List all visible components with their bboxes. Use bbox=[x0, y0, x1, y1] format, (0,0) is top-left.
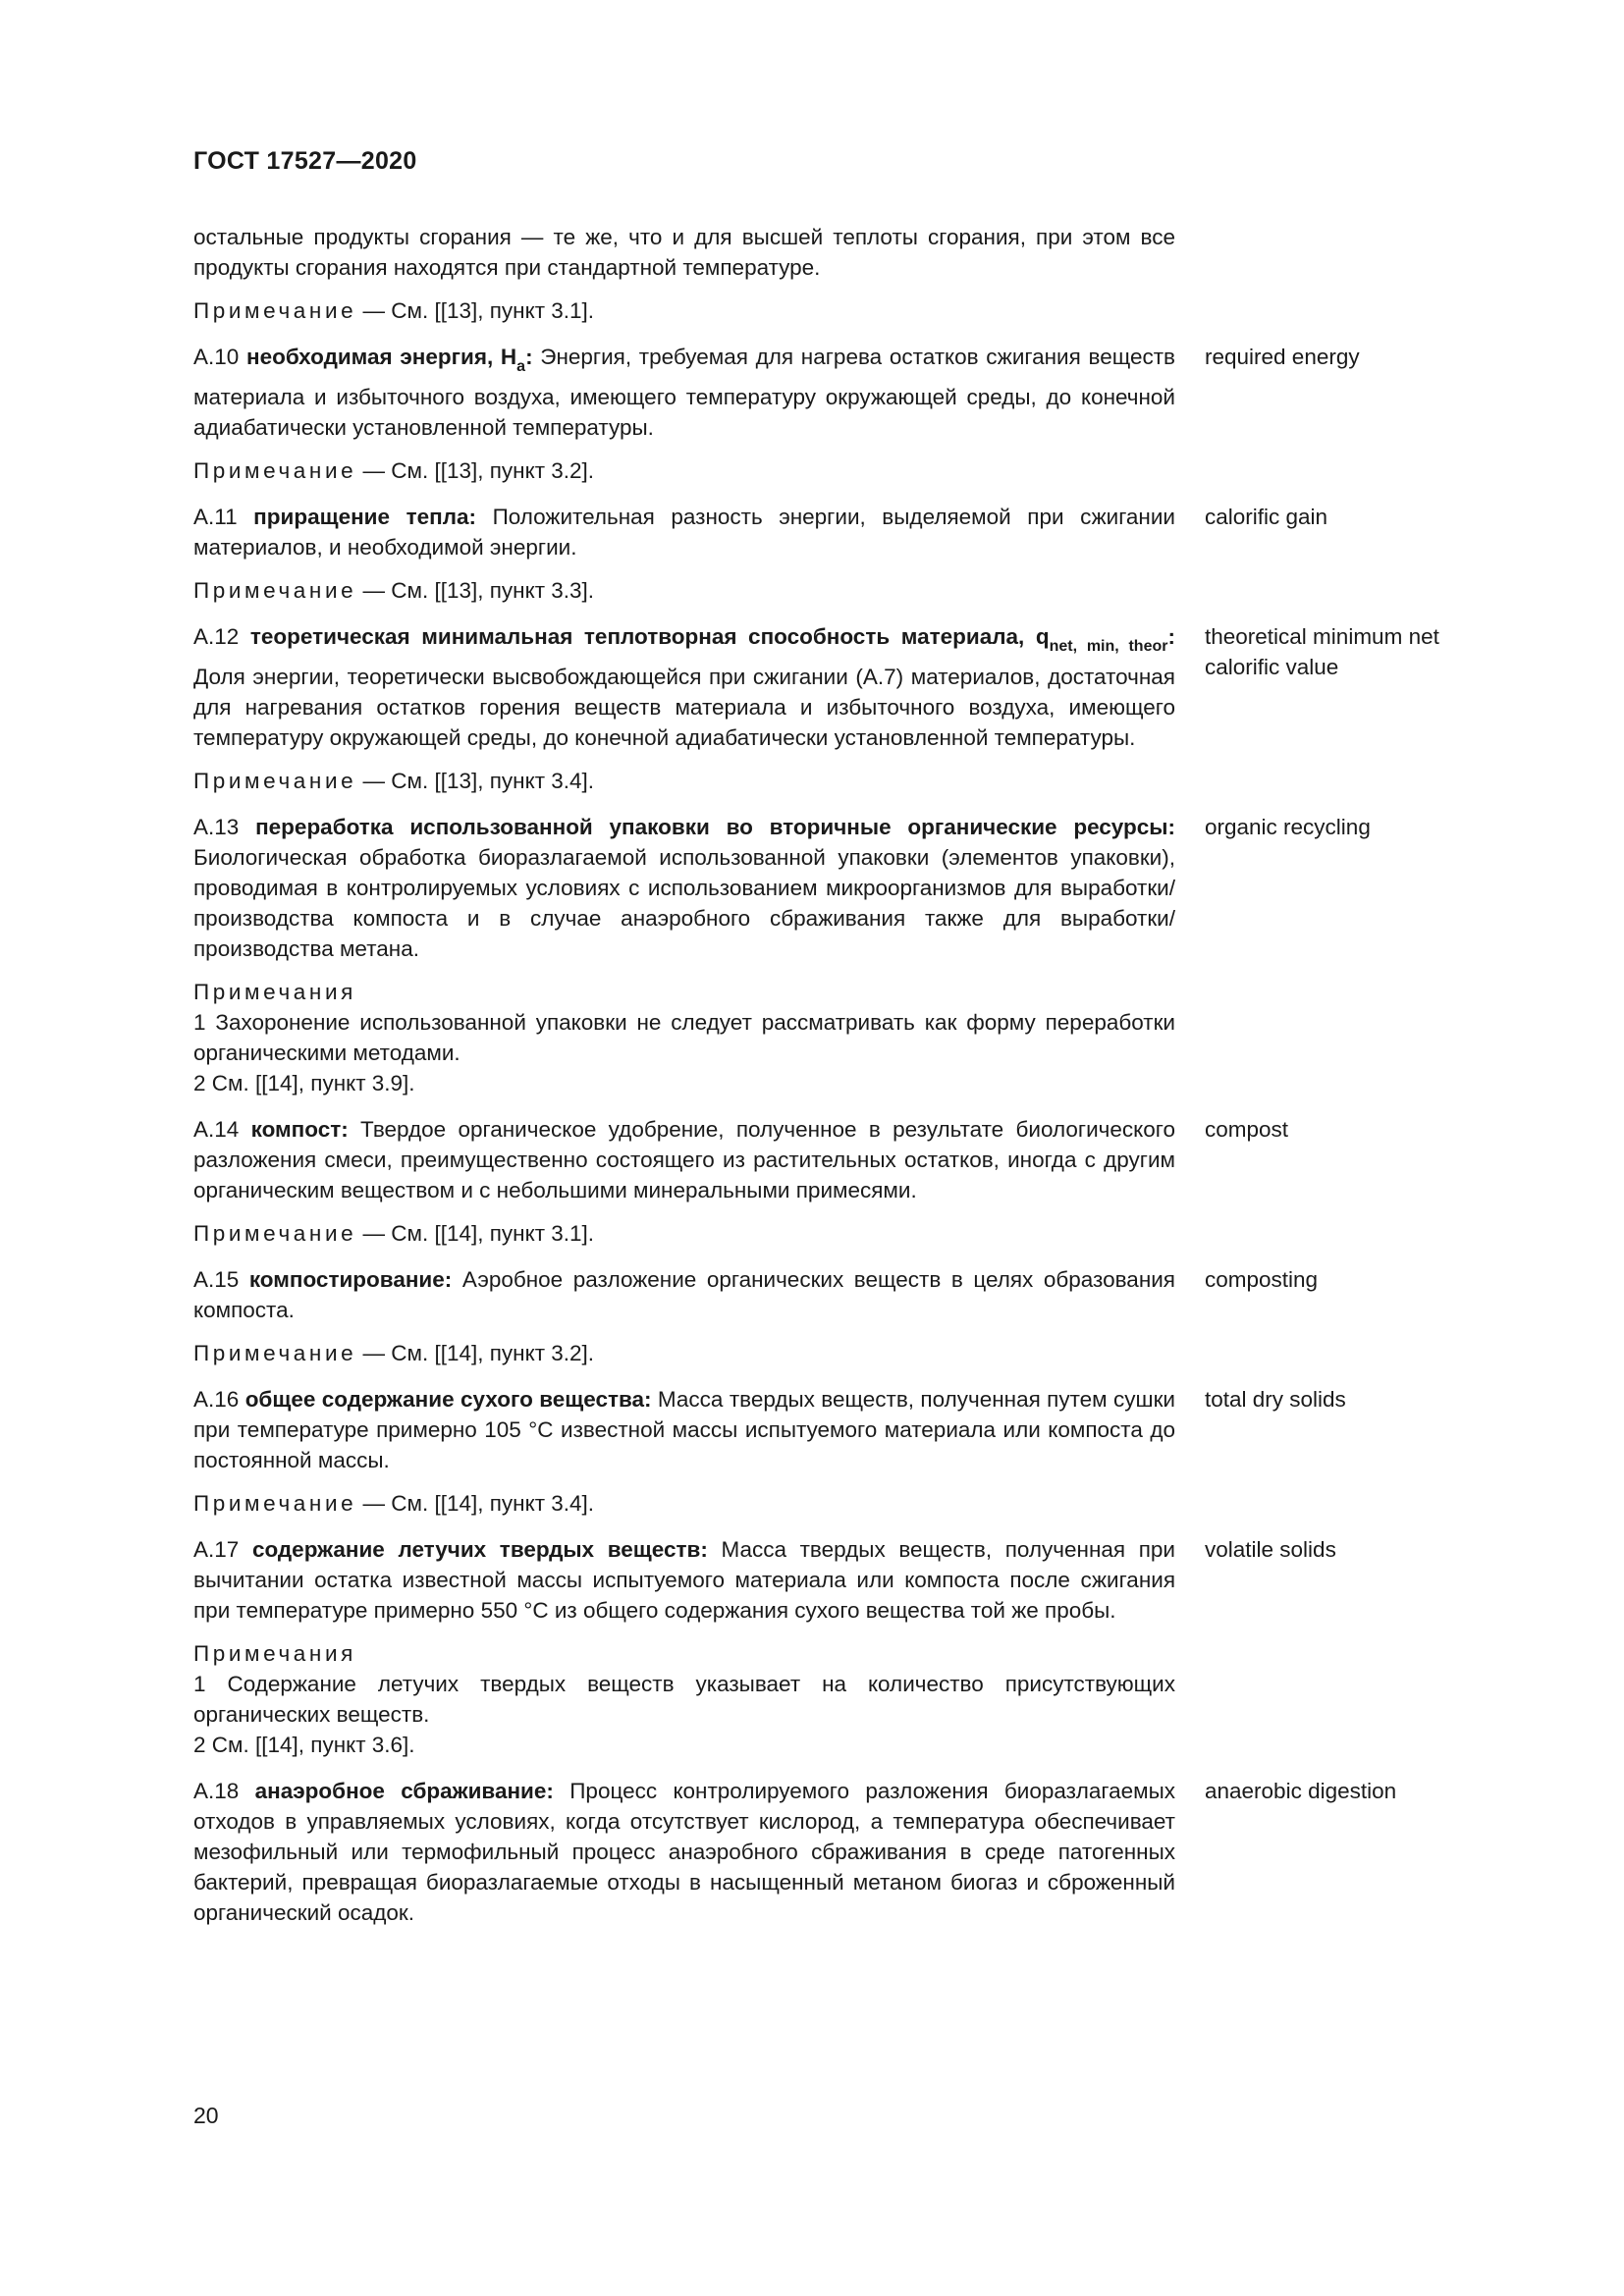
term-definition bbox=[193, 812, 1175, 964]
term-entry-a18 bbox=[193, 1776, 1489, 1928]
term-definition bbox=[193, 342, 1175, 443]
term-definition bbox=[193, 1264, 1175, 1325]
term-definition bbox=[193, 1114, 1175, 1205]
term-entry-a17 bbox=[193, 1534, 1489, 1626]
note-label: Примечание bbox=[193, 769, 357, 793]
term-subscript: a bbox=[516, 358, 526, 375]
term-entry-a15 bbox=[193, 1264, 1489, 1325]
document-header: ГОСТ 17527—2020 bbox=[193, 147, 417, 175]
term-number: А.16 bbox=[193, 1387, 245, 1412]
term-number: А.10 bbox=[193, 345, 246, 369]
term-def-text: Энергия, требуемая для нагрева остатков сжигания веществ материала и избыточного воздуха, имеющего температуру окружающей среды, до конечной адиабатически установленной температуры. bbox=[193, 345, 1175, 440]
term-subscript: net, min, theor bbox=[1049, 638, 1168, 655]
term-name: компостирование: bbox=[248, 1267, 453, 1292]
term-definition bbox=[193, 1384, 1175, 1475]
note-text: — См. [[13], пункт 3.2]. bbox=[356, 458, 595, 483]
term-def-text: Положительная разность энергии, выделяемой при сжигании материалов, и необходимой энергии. bbox=[193, 505, 1175, 560]
note bbox=[193, 295, 1489, 326]
term-name: переработка использованной упаковки во вторичные органические ресурсы: bbox=[255, 815, 1175, 839]
note-label: Примечание bbox=[193, 1491, 357, 1516]
note-item: 1 Захоронение использованной упаковки не следует рассматривать как форму переработки органическими методами. bbox=[193, 1010, 1175, 1065]
note-item: 1 Содержание летучих твердых веществ указывает на количество присутствующих органических веществ. bbox=[193, 1672, 1175, 1727]
note bbox=[193, 575, 1489, 606]
term-name: теоретическая минимальная теплотворная способность материала, q bbox=[249, 624, 1050, 649]
note-text: — См. [[14], пункт 3.2]. bbox=[356, 1341, 595, 1365]
note-text: — См. [[13], пункт 3.4]. bbox=[356, 769, 595, 793]
intro-text: остальные продукты сгорания — те же, что и для высшей теплоты сгорания, при этом все продукты сгорания находятся при стандартной температуре. bbox=[193, 225, 1175, 280]
note-item: 2 См. [[14], пункт 3.9]. bbox=[193, 1071, 415, 1095]
note bbox=[193, 455, 1489, 486]
term-def-text: Процесс контролируемого разложения биоразлагаемых отходов в управляемых условиях, когда отсутствует кислород, а температура обеспечивает мезофильный или термофильный процесс анаэробного сбраживания в среде патогенных бактерий, превращая биоразлагаемые отходы в насыщенный метаном биогаз и сброженный органический осадок. bbox=[193, 1779, 1175, 1925]
notes-block bbox=[193, 1638, 1489, 1760]
term-definition bbox=[193, 621, 1175, 753]
note-item: 2 См. [[14], пункт 3.6]. bbox=[193, 1733, 415, 1757]
english-term: theoretical minimum net calorific value bbox=[1205, 624, 1439, 679]
term-name: приращение тепла: bbox=[253, 505, 477, 529]
term-name: компост: bbox=[250, 1117, 349, 1142]
term-def-text: Твердое органическое удобрение, полученное в результате биологического разложения смеси, преимущественно состоящего из растительных остатков, иногда с другим органическим веществом и с небольшими минеральными примесями. bbox=[193, 1117, 1175, 1202]
note-text: — См. [[13], пункт 3.3]. bbox=[356, 578, 595, 603]
note-label: Примечание bbox=[193, 298, 357, 323]
term-def-text: Аэробное разложение органических веществ в целях образования компоста. bbox=[193, 1267, 1175, 1322]
term-entry-a11 bbox=[193, 502, 1489, 562]
term-entry-a10 bbox=[193, 342, 1489, 443]
term-number: А.18 bbox=[193, 1779, 255, 1803]
english-term: anaerobic digestion bbox=[1205, 1779, 1397, 1803]
notes-label: Примечания bbox=[193, 1641, 356, 1666]
english-term: organic recycling bbox=[1205, 815, 1371, 839]
term-name: общее содержание сухого вещества: bbox=[244, 1387, 652, 1412]
term-entry-a14 bbox=[193, 1114, 1489, 1205]
term-number: А.12 bbox=[193, 624, 250, 649]
intro-paragraph bbox=[193, 222, 1489, 283]
term-colon: : bbox=[1167, 624, 1175, 649]
term-entry-a16 bbox=[193, 1384, 1489, 1475]
document-body bbox=[193, 222, 1489, 1928]
term-definition bbox=[193, 1776, 1175, 1928]
term-definition bbox=[193, 1534, 1175, 1626]
term-number: А.17 bbox=[193, 1537, 252, 1562]
english-term: calorific gain bbox=[1205, 505, 1328, 529]
term-def-text: Доля энергии, теоретически высвобождающейся при сжигании (А.7) материалов, достаточная для нагревания остатков горения веществ материала и избыточного воздуха, имеющего температуру окружающей среды, до конечной адиабатически установленной температуры. bbox=[193, 665, 1175, 750]
note-label: Примечание bbox=[193, 578, 357, 603]
note-text: — См. [[13], пункт 3.1]. bbox=[356, 298, 595, 323]
english-term: total dry solids bbox=[1205, 1387, 1346, 1412]
note-label: Примечание bbox=[193, 458, 357, 483]
term-def-text: Масса твердых веществ, полученная при вычитании остатка известной массы испытуемого материала или компоста после сжигания при температуре примерно 550 °C из общего содержания сухого вещества той же пробы. bbox=[193, 1537, 1175, 1623]
term-def-text: Биологическая обработка биоразлагаемой использованной упаковки (элементов упаковки), проводимая в контролируемых условиях с использованием микроорганизмов для выработки/производства компоста и в случае анаэробного сбраживания также для выработки/производства метана. bbox=[193, 845, 1175, 961]
term-definition bbox=[193, 502, 1175, 562]
term-number: А.11 bbox=[193, 505, 254, 529]
term-name: необходимая энергия, H bbox=[245, 345, 517, 369]
term-number: А.15 bbox=[193, 1267, 249, 1292]
term-def-text: Масса твердых веществ, полученная путем сушки при температуре примерно 105 °C известной массы испытуемого материала или компоста до постоянной массы. bbox=[193, 1387, 1175, 1472]
note bbox=[193, 1488, 1489, 1519]
english-term: volatile solids bbox=[1205, 1537, 1336, 1562]
term-entry-a13 bbox=[193, 812, 1489, 964]
note-text: — См. [[14], пункт 3.1]. bbox=[356, 1221, 595, 1246]
term-number: А.14 bbox=[193, 1117, 251, 1142]
english-term: composting bbox=[1205, 1267, 1319, 1292]
term-entry-a12 bbox=[193, 621, 1489, 753]
note bbox=[193, 1338, 1489, 1368]
term-name: анаэробное сбраживание: bbox=[254, 1779, 554, 1803]
note bbox=[193, 766, 1489, 796]
notes-block bbox=[193, 977, 1489, 1098]
notes-label: Примечания bbox=[193, 980, 356, 1004]
english-term: compost bbox=[1205, 1117, 1289, 1142]
note bbox=[193, 1218, 1489, 1249]
term-colon: : bbox=[525, 345, 533, 369]
term-name: содержание летучих твердых веществ: bbox=[251, 1537, 708, 1562]
note-label: Примечание bbox=[193, 1221, 357, 1246]
note-label: Примечание bbox=[193, 1341, 357, 1365]
page-number: 20 bbox=[193, 2103, 219, 2128]
note-text: — См. [[14], пункт 3.4]. bbox=[356, 1491, 595, 1516]
english-term: required energy bbox=[1205, 345, 1360, 369]
term-number: А.13 bbox=[193, 815, 256, 839]
